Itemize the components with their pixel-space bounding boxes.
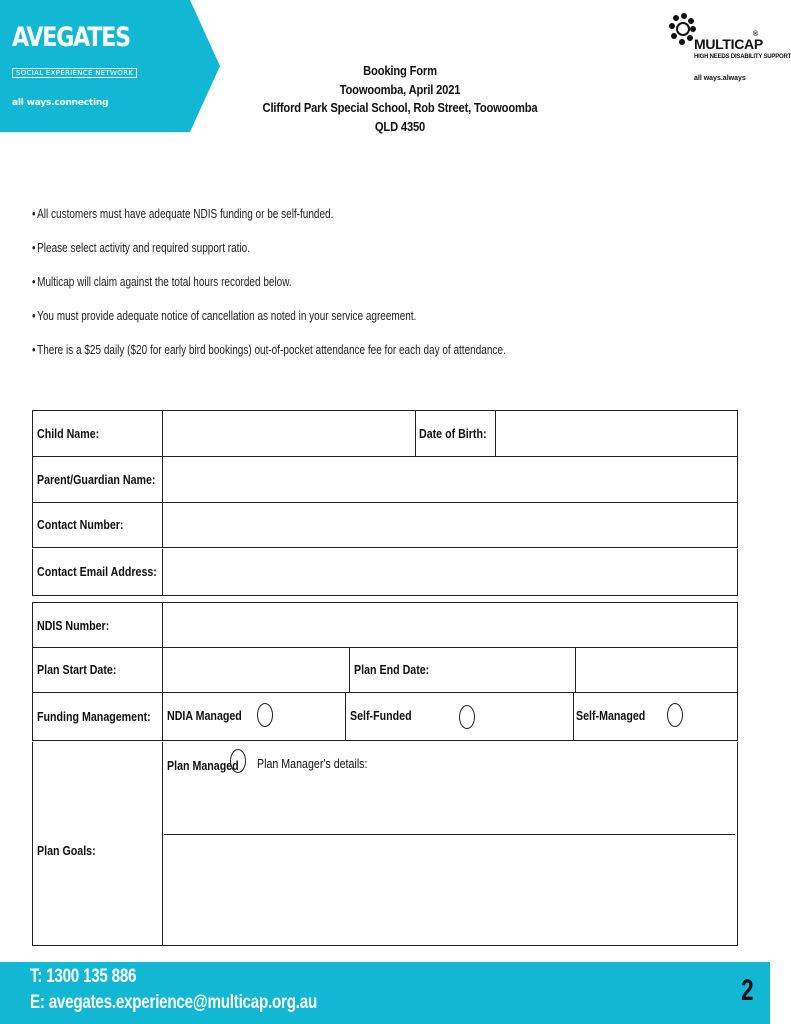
note-item: • Please select activity and required support ratio. [32,239,506,273]
date-of-birth-field[interactable] [497,411,735,456]
plan-goals-field[interactable] [164,836,735,945]
ndia-managed-label: NDIA Managed [167,708,242,723]
ndis-number-row [32,602,738,648]
self-funded-radio[interactable] [459,705,475,729]
multicap-tagline: all ways.always [694,75,746,82]
child-name-field[interactable] [164,411,415,456]
guardian-name-row [32,457,738,503]
contact-number-field[interactable] [164,503,735,547]
contact-number-label: Contact Number: [37,517,124,532]
plan-manager-details-field[interactable] [164,742,735,835]
multicap-logo [668,12,791,92]
footer-bar [0,962,770,1024]
guardian-name-field[interactable] [164,457,735,502]
plan-goals-row [32,742,738,946]
date-of-birth-label: Date of Birth: [419,426,487,441]
plan-dates-row [32,648,738,693]
ndia-managed-radio[interactable] [257,703,273,727]
form-title [240,62,560,136]
note-item: • All customers must have adequate NDIS funding or be self-funded. [32,205,506,239]
multicap-subtitle: HIGH NEEDS DISABILITY SUPPORT [694,54,791,60]
multicap-registered-mark: ® [753,31,759,38]
contact-email-row [32,549,738,596]
ndis-number-label: NDIS Number: [37,618,110,633]
plan-managed-label: Plan Managed [167,757,239,773]
funding-management-label: Funding Management: [37,709,151,724]
note-item: • You must provide adequate notice of cancellation as noted in your service agreement. [32,307,506,341]
title-line-2: Toowoomba, April 2021 [339,81,461,97]
avegates-banner [0,0,220,132]
multicap-name: MULTICAP [694,36,763,52]
note-item: • Multicap will claim against the total hours recorded below. [32,273,506,307]
plan-start-label: Plan Start Date: [37,661,117,677]
booking-notes [32,205,624,375]
avegates-tagline: all ways.connecting [12,98,109,108]
guardian-name-label: Parent/Guardian Name: [37,471,156,487]
note-item: • There is a $25 daily ($20 for early bird bookings) out-of-pocket attendance fee for each day of attendance. [32,341,506,375]
title-line-1: Booking Form [363,63,437,78]
self-managed-label: Self-Managed [576,708,646,723]
child-name-row [32,410,738,457]
plan-manager-details-label: Plan Manager's details: [257,755,368,771]
plan-end-label: Plan End Date: [354,661,430,677]
contact-email-field[interactable] [164,549,735,595]
avegates-logo: AVEGATES [12,22,130,53]
self-funded-label: Self-Funded [350,708,412,723]
page-number: 2 [741,974,754,1007]
contact-email-label: Contact Email Address: [37,563,157,579]
self-managed-radio[interactable] [667,703,683,727]
funding-management-row [32,693,738,741]
footer-phone: T: 1300 135 886 [30,966,137,987]
plan-start-field[interactable] [164,648,349,692]
avegates-logo-subtitle: SOCIAL EXPERIENCE NETWORK [12,68,137,78]
contact-number-row [32,503,738,548]
ndis-number-field[interactable] [164,603,735,647]
plan-goals-label: Plan Goals: [37,842,96,858]
footer-email[interactable]: E: avegates.experience@multicap.org.au [30,992,318,1013]
child-name-label: Child Name: [37,426,100,441]
plan-end-field[interactable] [577,648,735,692]
title-line-3: Clifford Park Special School, Rob Street, Toowoomba QLD 4350 [262,100,538,134]
